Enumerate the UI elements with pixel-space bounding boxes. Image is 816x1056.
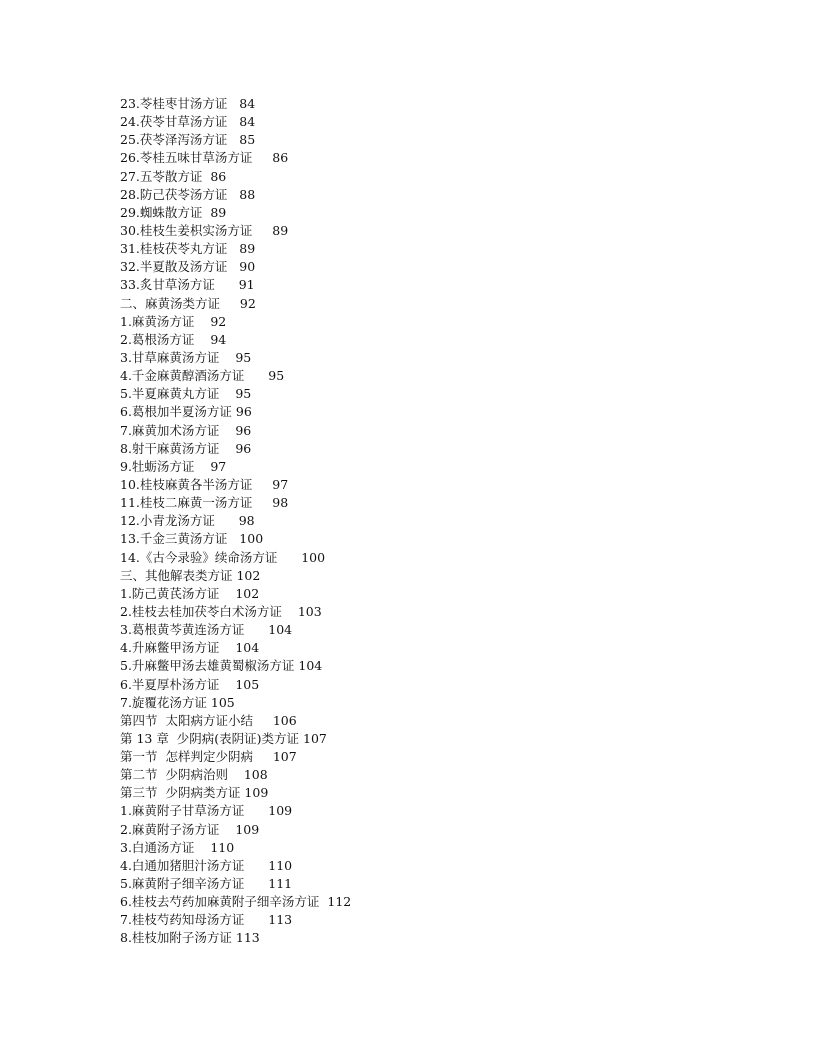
toc-entry: 2.桂枝去桂加茯苓白术汤方证 103 (120, 603, 322, 619)
toc-entry: 5.升麻鳖甲汤去雄黄蜀椒汤方证 104 (120, 658, 323, 674)
toc-entry: 7.麻黄加术汤方证 96 (120, 422, 252, 438)
toc-entry: 10.桂枝麻黄各半汤方证 97 (120, 476, 289, 492)
toc-entry: 6.半夏厚朴汤方证 105 (120, 676, 260, 692)
toc-entry: 2.麻黄附子汤方证 109 (120, 821, 260, 837)
toc-entry: 7.桂枝芍药知母汤方证 113 (120, 912, 293, 928)
toc-entry: 2.葛根汤方证 94 (120, 331, 227, 347)
toc-entry: 3.葛根黄芩黄连汤方证 104 (120, 622, 293, 638)
toc-entry: 7.旋覆花汤方证 105 (120, 694, 235, 710)
toc-entry: 25.茯苓泽泻汤方证 85 (120, 132, 256, 148)
toc-entry: 6.葛根加半夏汤方证 96 (120, 404, 252, 420)
toc-entry: 4.升麻鳖甲汤方证 104 (120, 640, 260, 656)
toc-entry: 13.千金三黄汤方证 100 (120, 531, 264, 547)
toc-entry: 3.甘草麻黄汤方证 95 (120, 349, 252, 365)
toc-entry: 30.桂枝生姜枳实汤方证 89 (120, 222, 289, 238)
toc-section-heading: 二、麻黄汤类方证 92 (120, 295, 256, 311)
toc-entry: 1.麻黄汤方证 92 (120, 313, 227, 329)
toc-entry: 24.茯苓甘草汤方证 84 (120, 114, 256, 130)
toc-entry: 4.千金麻黄醇酒汤方证 95 (120, 368, 285, 384)
toc-section-heading: 第一节 怎样判定少阴病 107 (120, 749, 297, 765)
toc-entry: 6.桂枝去芍药加麻黄附子细辛汤方证 112 (120, 894, 352, 910)
toc-section-heading: 第四节 太阳病方证小结 106 (120, 712, 297, 728)
toc-entry: 29.蜘蛛散方证 89 (120, 204, 227, 220)
toc-entry: 4.白通加猪胆汁汤方证 110 (120, 857, 293, 873)
toc-chapter-heading: 第 13 章 少阴病(表阴证)类方证 107 (120, 730, 327, 746)
toc-entry: 28.防己茯苓汤方证 88 (120, 186, 256, 202)
toc-entry: 5.麻黄附子细辛汤方证 111 (120, 876, 293, 892)
toc-entry: 14.《古今录验》续命汤方证 100 (120, 549, 326, 565)
toc-entry: 12.小青龙汤方证 98 (120, 513, 255, 529)
table-of-contents (120, 95, 760, 948)
toc-section-heading: 第二节 少阴病治则 108 (120, 767, 268, 783)
toc-entry: 3.白通汤方证 110 (120, 839, 235, 855)
toc-entry: 1.防己黄芪汤方证 102 (120, 585, 260, 601)
toc-entry: 23.苓桂枣甘汤方证 84 (120, 96, 256, 111)
toc-entry: 27.五苓散方证 86 (120, 168, 227, 184)
toc-entry: 1.麻黄附子甘草汤方证 109 (120, 803, 293, 819)
toc-entry: 5.半夏麻黄丸方证 95 (120, 386, 252, 402)
toc-entry: 9.牡蛎汤方证 97 (120, 458, 227, 474)
toc-entry: 8.桂枝加附子汤方证 113 (120, 930, 260, 946)
toc-section-heading: 三、其他解表类方证 102 (120, 567, 261, 583)
toc-entry: 31.桂枝茯苓丸方证 89 (120, 241, 256, 257)
toc-entry: 26.苓桂五味甘草汤方证 86 (120, 150, 289, 166)
toc-section-heading: 第三节 少阴病类方证 109 (120, 785, 269, 801)
toc-entry: 33.炙甘草汤方证 91 (120, 277, 255, 293)
toc-entry: 32.半夏散及汤方证 90 (120, 259, 256, 275)
toc-entry: 11.桂枝二麻黄一汤方证 98 (120, 495, 289, 511)
toc-entry: 8.射干麻黄汤方证 96 (120, 440, 252, 456)
